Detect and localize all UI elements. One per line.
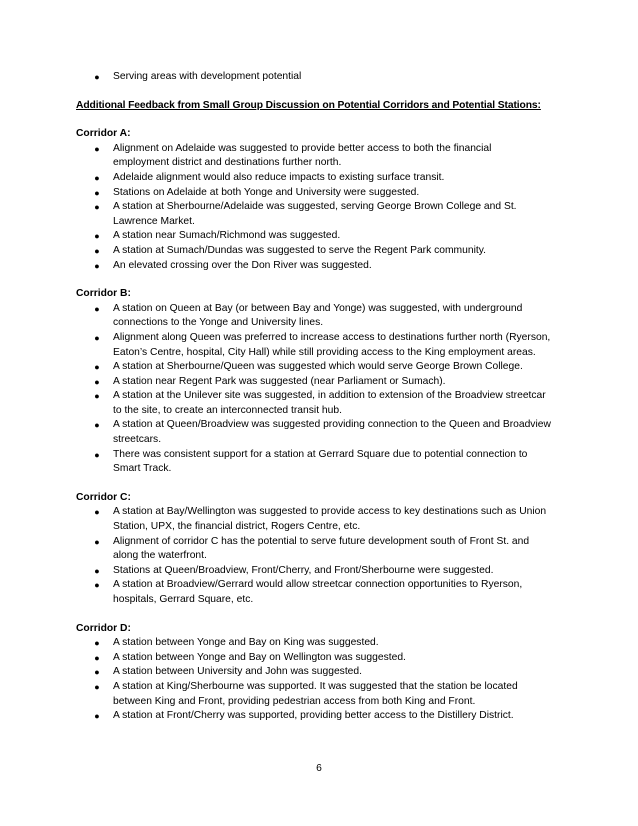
list-item [76,375,568,390]
list-item [76,636,568,651]
list-item [76,709,568,724]
list-item [76,302,568,331]
list-item [76,665,568,680]
corridor-heading: Corridor C: [76,491,131,503]
list-item [76,331,568,360]
corridor-section [76,287,568,477]
corridor-bullet-list [76,142,568,273]
list-item [76,171,568,186]
list-item-line: A station at Front/Cherry was supported, providing better access to the Distillery District. [113,710,514,722]
list-item-line: connections to the Yonge and University lines. [113,317,324,329]
feedback-heading: Additional Feedback from Small Group Discussion on Potential Corridors and Potential Stations: [76,99,541,111]
list-item-line: A station near Regent Park was suggested (near Parliament or Sumach). [113,375,446,387]
bullet-icon: ● [94,580,100,591]
bullet-icon: ● [94,362,100,373]
list-item-line: Stations on Adelaide at both Yonge and University were suggested. [113,186,420,198]
corridor-bullet-list [76,636,568,724]
list-item-line: A station on Queen at Bay (or between Bay and Yonge) was suggested, with underground [113,302,523,314]
bullet-icon: ● [94,202,100,213]
list-item-line: to the site, to create an interconnected transit hub. [113,404,342,416]
list-item-line: Adelaide alignment would also reduce impacts to existing surface transit. [113,171,445,183]
list-item-line: There was consistent support for a station at Gerrard Square due to potential connection to [113,448,528,460]
bullet-icon: ● [94,376,100,387]
list-item [76,535,568,564]
list-item [76,578,568,607]
bullet-icon: ● [94,231,100,242]
list-item-line: Alignment on Adelaide was suggested to provide better access to both the financial [113,142,492,154]
bullet-icon: ● [94,681,100,692]
list-item [76,680,568,709]
corridor-heading: Corridor B: [76,288,131,300]
bullet-icon: ● [94,72,100,82]
bullet-icon: ● [94,536,100,547]
list-item-line: A station at Sumach/Dundas was suggested to serve the Regent Park community. [113,244,486,256]
list-item-line: An elevated crossing over the Don River was suggested. [113,259,372,271]
list-item-line: A station between Yonge and Bay on Wellington was suggested. [113,651,406,663]
corridor-section [76,622,568,724]
page-content [76,70,568,724]
list-item-line: A station at Bay/Wellington was suggested to provide access to key destinations such as Union [113,506,547,518]
bullet-icon: ● [94,449,100,460]
corridor-bullet-list [76,302,568,477]
list-item-line: A station at Sherbourne/Queen was suggested which would serve George Brown College. [113,361,523,373]
list-item [76,186,568,201]
intro-list-item [76,70,568,85]
list-item-line: A station at Queen/Broadview was suggested providing connection to the Queen and Broadview [113,419,551,431]
list-item [76,505,568,534]
bullet-icon: ● [94,260,100,271]
list-item [76,229,568,244]
list-item-line: between King and Front, providing pedestrian access from both King and Front. [113,695,476,707]
bullet-icon: ● [94,638,100,649]
bullet-icon: ● [94,420,100,431]
list-item-line: Alignment along Queen was preferred to increase access to destinations further north (Ryerson, [113,331,551,343]
list-item [76,244,568,259]
list-item-line: along the waterfront. [113,550,207,562]
bullet-icon: ● [94,507,100,518]
bullet-icon: ● [94,652,100,663]
bullet-icon: ● [94,172,100,183]
list-item [76,142,568,171]
list-item [76,200,568,229]
list-item-line: Alignment of corridor C has the potential to serve future development south of Front St. and [113,535,530,547]
corridor-heading: Corridor A: [76,128,131,140]
bullet-icon: ● [94,711,100,722]
intro-list [76,70,568,85]
list-item [76,360,568,375]
list-item [76,418,568,447]
bullet-icon: ● [94,391,100,402]
intro-list-item-text: Serving areas with development potential [113,71,302,82]
bullet-icon: ● [94,667,100,678]
page-number: 6 [316,763,322,774]
list-item [76,259,568,274]
list-item-line: A station near Sumach/Richmond was suggested. [113,230,341,242]
corridor-bullet-list [76,505,568,607]
list-item-line: Lawrence Market. [113,215,195,227]
list-item-line: A station at Sherbourne/Adelaide was suggested, serving George Brown College and St. [113,201,517,213]
list-item-line: Smart Track. [113,463,172,475]
corridor-sections [76,127,568,724]
list-item-line: employment district and destinations further north. [113,157,342,169]
list-item [76,564,568,579]
bullet-icon: ● [94,187,100,198]
list-item-line: A station between University and John was suggested. [113,666,362,678]
list-item-line: A station at King/Sherbourne was supported. It was suggested that the station be located [113,680,518,692]
list-item-line: A station at Broadview/Gerrard would allow streetcar connection opportunities to Ryerson, [113,579,523,591]
list-item-line: Station, UPX, the financial district, Rogers Centre, etc. [113,521,361,533]
list-item [76,389,568,418]
bullet-icon: ● [94,143,100,154]
bullet-icon: ● [94,245,100,256]
bullet-icon: ● [94,303,100,314]
corridor-section [76,127,568,273]
bullet-icon: ● [94,332,100,343]
list-item-line: Stations at Queen/Broadview, Front/Cherry, and Front/Sherbourne were suggested. [113,564,494,576]
corridor-section [76,491,568,608]
list-item [76,651,568,666]
list-item-line: A station at the Unilever site was suggested, in addition to extension of the Broadview streetcar [113,390,546,402]
list-item-line: streetcars. [113,434,162,446]
list-item [76,448,568,477]
corridor-heading: Corridor D: [76,622,131,634]
bullet-icon: ● [94,565,100,576]
list-item-line: Eaton’s Centre, hospital, City Hall) while still providing access to the King employment areas. [113,346,536,358]
list-item-line: A station between Yonge and Bay on King was suggested. [113,637,379,649]
list-item-line: hospitals, Gerrard Square, etc. [113,594,254,605]
